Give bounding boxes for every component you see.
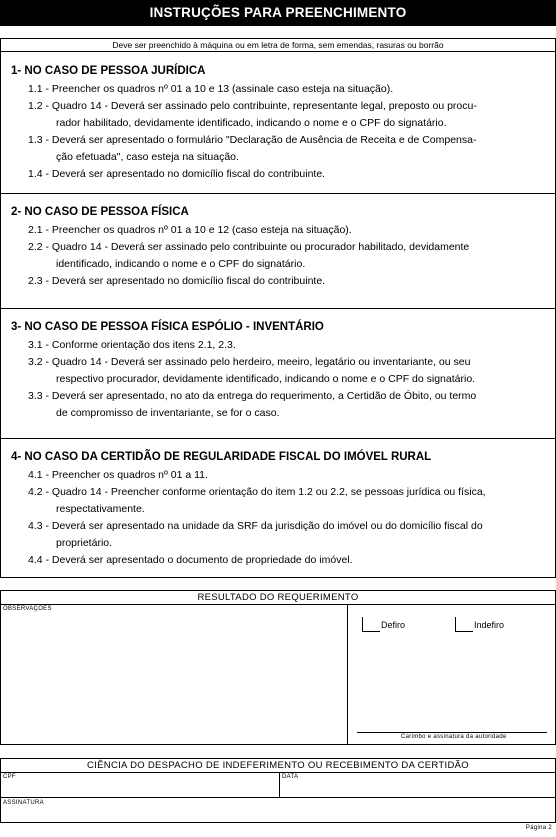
instruction-line: de compromisso de inventariante, se for o caso. [56, 407, 280, 419]
page-number: Página 2 [525, 825, 552, 831]
instruction-line: 3.1 - Conforme orientação dos itens 2.1, 2.3. [28, 339, 236, 351]
resultado-title: RESULTADO DO REQUERIMENTO [1, 591, 555, 605]
instruction-item [28, 354, 538, 388]
instruction-line: respectivo procurador, devidamente identificado, indicando o nome e o CPF do signatário. [56, 373, 476, 385]
instruction-section [1, 438, 555, 578]
indefiro-checkbox[interactable] [455, 617, 473, 632]
instruction-item [28, 467, 538, 484]
section-title: 2- NO CASO DE PESSOA FÍSICA [11, 206, 189, 218]
data-label: DATA [282, 774, 299, 780]
instruction-line: ção efetuada", caso esteja na situação. [56, 151, 239, 163]
resultado-box [0, 590, 556, 745]
instruction-line: 4.2 - Quadro 14 - Preencher conforme orientação do item 1.2 ou 2.2, se pessoas jurídica ou física, [28, 486, 486, 498]
page-title: INSTRUÇÕES PARA PREENCHIMENTO [149, 5, 407, 20]
instruction-item [28, 273, 538, 290]
instruction-item [28, 337, 538, 354]
section-title: 3- NO CASO DE PESSOA FÍSICA ESPÓLIO - INVENTÁRIO [11, 321, 324, 333]
instruction-item [28, 166, 538, 183]
instruction-line: 4.3 - Deverá ser apresentado na unidade da SRF da jurisdição do imóvel ou do domicílio fiscal do [28, 520, 483, 532]
carimbo-label: Carimbo e assinatura da autoridade [401, 734, 507, 740]
defiro-checkbox[interactable] [362, 617, 380, 632]
data-field[interactable] [280, 773, 555, 797]
assinatura-label: ASSINATURA [3, 800, 44, 806]
instruction-item [28, 222, 538, 239]
instruction-line: 3.3 - Deverá ser apresentado, no ato da entrega do requerimento, a Certidão de Óbito, ou termo [28, 390, 477, 402]
instruction-item [28, 484, 538, 518]
observacoes-label: OBSERVAÇÕES [3, 606, 52, 612]
instruction-line: 1.3 - Deverá ser apresentado o formulário "Declaração de Ausência de Receita e de Compensa- [28, 134, 477, 146]
instruction-line: rador habilitado, devidamente identificado, indicando o nome e o CPF do signatário. [56, 117, 447, 129]
section-title: 4- NO CASO DA CERTIDÃO DE REGULARIDADE FISCAL DO IMÓVEL RURAL [11, 451, 432, 463]
instructions-box [0, 38, 556, 578]
instruction-line: 4.1 - Preencher os quadros nº 01 a 11. [28, 469, 208, 481]
instruction-line: respectativamente. [56, 503, 145, 515]
instruction-line: 1.2 - Quadro 14 - Deverá ser assinado pelo contribuinte, representante legal, preposto ou procu- [28, 100, 477, 112]
instruction-item [28, 388, 538, 422]
instruction-line: 2.1 - Preencher os quadros nº 01 a 10 e 12 (caso esteja na situação). [28, 224, 352, 236]
instruction-section [1, 52, 555, 194]
resultado-divider [347, 605, 348, 745]
signature-line [357, 732, 547, 733]
instruction-section [1, 193, 555, 309]
section-title: 1- NO CASO DE PESSOA JURÍDICA [11, 65, 206, 77]
instruction-item [28, 81, 538, 98]
ciencia-box [0, 758, 556, 823]
instruction-item [28, 98, 538, 132]
instruction-section [1, 308, 555, 439]
instruction-line: 3.2 - Quadro 14 - Deverá ser assinado pelo herdeiro, meeiro, legatário ou inventariante, ou seu [28, 356, 471, 368]
observacoes-field[interactable] [1, 607, 347, 744]
instruction-line: 1.4 - Deverá ser apresentado no domicílio fiscal do contribuinte. [28, 168, 326, 180]
instruction-line: 1.1 - Preencher os quadros nº 01 a 10 e 13 (assinale caso esteja na situação). [28, 83, 394, 95]
page-header [0, 0, 556, 26]
instruction-line: proprietário. [56, 537, 113, 549]
instructions-subtitle: Deve ser preenchido à máquina ou em letra de forma, sem emendas, rasuras ou borrão [1, 39, 555, 52]
instruction-item [28, 552, 538, 569]
instruction-line: 2.3 - Deverá ser apresentado no domicílio fiscal do contribuinte. [28, 275, 326, 287]
ciencia-title: CIÊNCIA DO DESPACHO DE INDEFERIMENTO OU RECEBIMENTO DA CERTIDÃO [1, 759, 555, 773]
instruction-line: 2.2 - Quadro 14 - Deverá ser assinado pelo contribuinte ou procurador habilitado, devidamente [28, 241, 470, 253]
instruction-item [28, 518, 538, 552]
assinatura-field[interactable] [1, 798, 555, 822]
instruction-line: identificado, indicando o nome e o CPF do signatário. [56, 258, 306, 270]
cpf-field[interactable] [1, 773, 279, 797]
instruction-line: 4.4 - Deverá ser apresentado o documento de propriedade do imóvel. [28, 554, 353, 566]
indefiro-label: Indefiro [474, 620, 505, 630]
defiro-label: Defiro [381, 620, 406, 630]
instruction-item [28, 132, 538, 166]
instruction-item [28, 239, 538, 273]
cpf-label: CPF [3, 774, 16, 780]
